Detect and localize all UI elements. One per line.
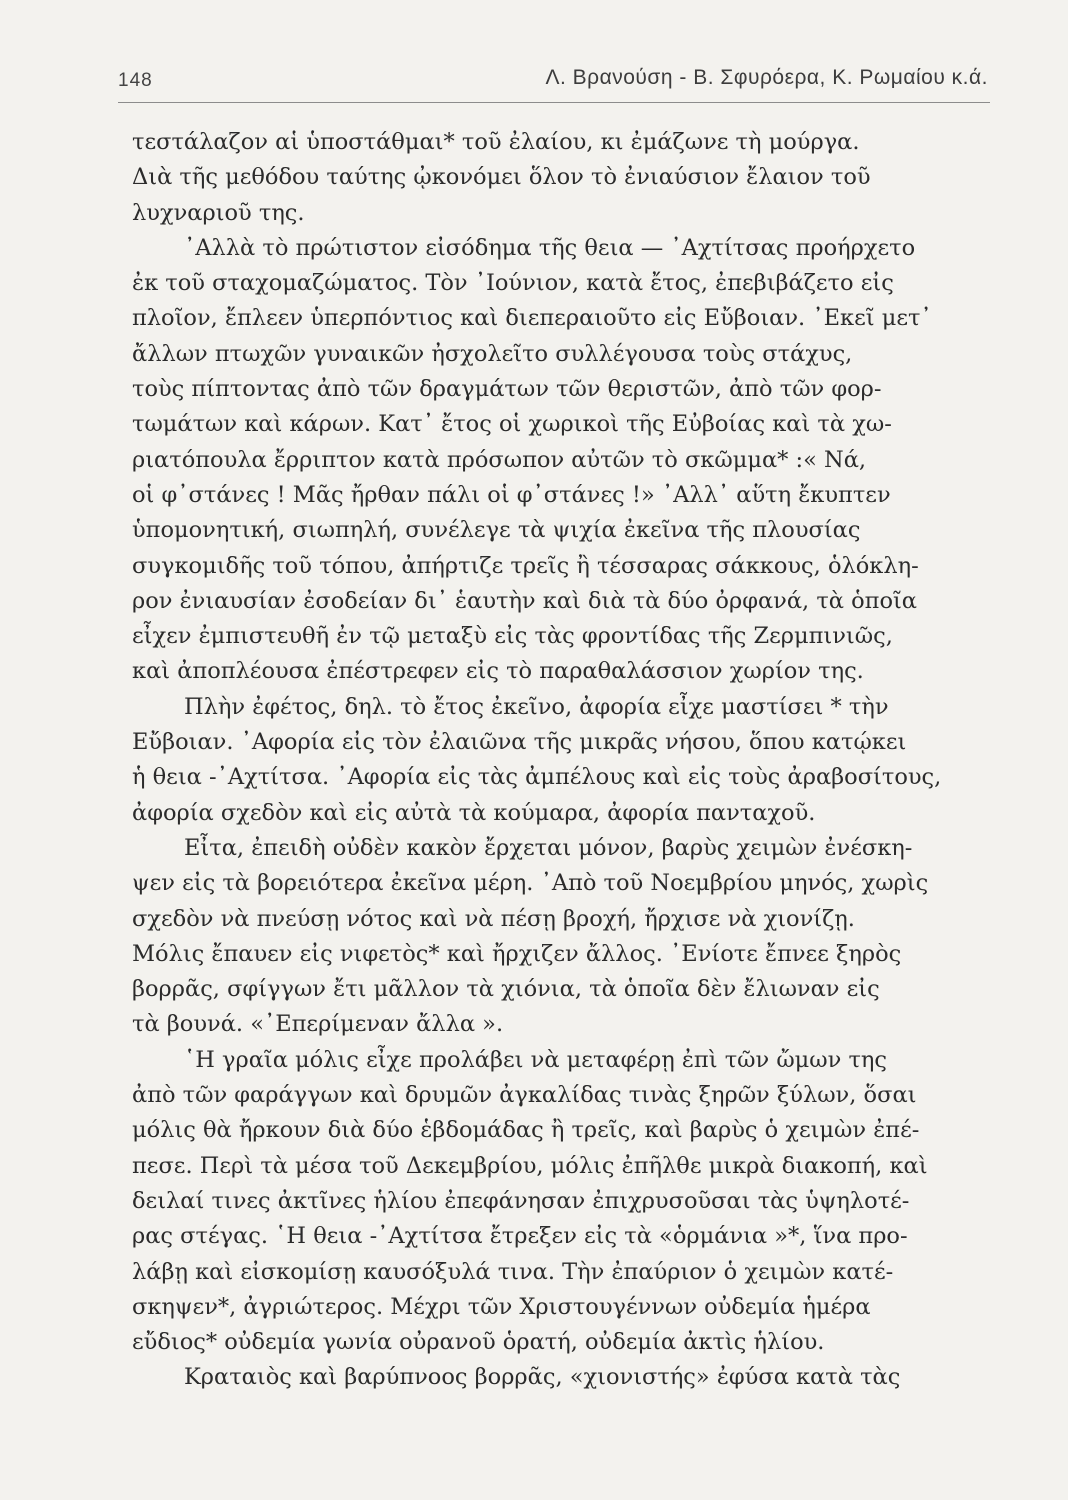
text-line: δειλαί τινες ἀκτῖνες ἡλίου ἐπεφάνησαν ἐπιχρυσοῦσαι τὰς ὑψηλοτέ- — [132, 1187, 910, 1214]
text-line: πλοῖον, ἔπλεεν ὑπερπόντιος καὶ διεπεραιοῦτο εἰς Εὔβοιαν. ᾿Εκεῖ μετ᾿ — [132, 305, 932, 332]
text-line: σχεδὸν νὰ πνεύσῃ νότος καὶ νὰ πέσῃ βροχή, ἤρχισε νὰ χιονίζῃ. — [132, 905, 855, 932]
text-line: συγκομιδῆς τοῦ τόπου, ἀπήρτιζε τρεῖς ἢ τέσσαρας σάκκους, ὁλόκλη- — [132, 552, 919, 579]
text-line: καὶ ἀποπλέουσα ἐπέστρεφεν εἰς τὸ παραθαλάσσιον χωρίον της. — [132, 658, 864, 685]
text-line: ἀφορία σχεδὸν καὶ εἰς αὐτὰ τὰ κούμαρα, ἀφορία πανταχοῦ. — [132, 799, 816, 826]
text-line: ἡ θεια -᾿Αχτίτσα. ᾿Αφορία εἰς τὰς ἀμπέλους καὶ εἰς τοὺς ἀραβοσίτους, — [132, 764, 942, 791]
text-line: ὑπομονητική, σιωπηλή, συνέλεγε τὰ ψιχία ἐκεῖνα τῆς πλουσίας — [132, 517, 861, 544]
text-line: βορρᾶς, σφίγγων ἔτι μᾶλλον τὰ χιόνια, τὰ ὁποῖα δὲν ἔλιωναν εἰς — [132, 976, 880, 1003]
text-line: ψεν εἰς τὰ βορειότερα ἐκεῖνα μέρη. ᾿Απὸ τοῦ Νοεμβρίου μηνός, χωρὶς — [132, 870, 929, 897]
text-line: πεσε. Περὶ τὰ μέσα τοῦ Δεκεμβρίου, μόλις ἐπῆλθε μικρὰ διακοπή, καὶ — [132, 1152, 928, 1179]
text-line: τεστάλαζον αἱ ὑποστάθμαι* τοῦ ἐλαίου, κι ἐμάζωνε τὴ μούργα. — [132, 129, 860, 155]
text-line: ρον ἐνιαυσίαν ἐσοδείαν δι᾿ ἑαυτὴν καὶ διὰ τὰ δύο ὀρφανά, τὰ ὁποῖα — [132, 587, 918, 614]
text-line: ἐκ τοῦ σταχομαζώματος. Τὸν ᾿Ιούνιον, κατὰ ἔτος, ἐπεβιβάζετο εἰς — [132, 270, 894, 297]
text-line: ᾿Αλλὰ τὸ πρώτιστον εἰσόδημα τῆς θεια — ᾿Αχτίτσας προήρχετο — [184, 234, 916, 261]
text-line: Κραταιὸς καὶ βαρύπνοος βορρᾶς, «χιονιστής» ἐφύσα κατὰ τὰς — [184, 1364, 901, 1391]
text-line: Εἶτα, ἐπειδὴ οὐδὲν κακὸν ἔρχεται μόνον, βαρὺς χειμὼν ἐνέσκη- — [184, 834, 913, 861]
page-header — [118, 62, 988, 102]
text-line: λάβῃ καὶ εἰσκομίσῃ καυσόξυλά τινα. Τὴν ἐπαύριον ὁ χειμὼν κατέ- — [132, 1258, 894, 1285]
text-line: Εὔβοιαν. ᾿Αφορία εἰς τὸν ἐλαιῶνα τῆς μικρᾶς νήσου, ὅπου κατῴκει — [132, 729, 907, 756]
header-rule — [118, 102, 990, 103]
body-text — [132, 125, 1012, 1396]
running-head: Λ. Βρανούση - Β. Σφυρόερα, Κ. Ρωμαίου κ.ά. — [545, 66, 988, 89]
text-line: Πλὴν ἐφέτος, δηλ. τὸ ἔτος ἐκεῖνο, ἀφορία εἶχε μαστίσει * τὴν — [184, 693, 889, 720]
text-line: Διὰ τῆς μεθόδου ταύτης ᾠκονόμει ὅλον τὸ ἐνιαύσιον ἔλαιον τοῦ — [132, 164, 871, 191]
text-line: λυχναριοῦ της. — [132, 199, 305, 226]
text-line: τωμάτων καὶ κάρων. Κατ᾿ ἔτος οἱ χωρικοὶ τῆς Εὐβοίας καὶ τὰ χω- — [132, 411, 892, 438]
text-line: ῾Η γραῖα μόλις εἶχε προλάβει νὰ μεταφέρῃ ἐπὶ τῶν ὤμων της — [184, 1046, 887, 1073]
page-number: 148 — [118, 70, 153, 91]
text-line: εἶχεν ἐμπιστευθῆ ἐν τῷ μεταξὺ εἰς τὰς φροντίδας τῆς Ζερμπινιῶς, — [132, 623, 893, 650]
text-line: ἄλλων πτωχῶν γυναικῶν ἠσχολεῖτο συλλέγουσα τοὺς στάχυς, — [132, 340, 853, 367]
text-line: ρας στέγας. ῾Η θεια -᾿Αχτίτσα ἔτρεξεν εἰς τὰ «ὁρμάνια »*, ἵνα προ- — [132, 1223, 908, 1250]
text-line: ἀπὸ τῶν φαράγγων καὶ δρυμῶν ἀγκαλίδας τινὰς ξηρῶν ξύλων, ὅσαι — [132, 1082, 917, 1109]
text-line: μόλις θὰ ἤρκουν διὰ δύο ἑβδομάδας ἢ τρεῖς, καὶ βαρὺς ὁ χειμὼν ἐπέ- — [132, 1117, 920, 1144]
text-line: τοὺς πίπτοντας ἀπὸ τῶν δραγμάτων τῶν θεριστῶν, ἀπὸ τῶν φορ- — [132, 376, 882, 403]
text-line: σκηψεν*, ἀγριώτερος. Μέχρι τῶν Χριστουγέννων οὐδεμία ἡμέρα — [132, 1293, 871, 1320]
text-line: οἱ φ᾿στάνες ! Μᾶς ἤρθαν πάλι οἱ φ᾿στάνες !» ᾿Αλλ᾿ αὕτη ἔκυπτεν — [132, 481, 891, 508]
text-line: Μόλις ἔπαυεν εἰς νιφετὸς* καὶ ἤρχιζεν ἄλλος. ᾿Ενίοτε ἔπνεε ξηρὸς — [132, 940, 902, 967]
text-line: εὔδιος* οὐδεμία γωνία οὐρανοῦ ὁρατή, οὐδεμία ἀκτὶς ἡλίου. — [132, 1329, 825, 1356]
text-line: ριατόπουλα ἔρριπτον κατὰ πρόσωπον αὐτῶν τὸ σκῶμμα* :« Νά, — [132, 446, 867, 473]
text-line: τὰ βουνά. «᾿Επερίμεναν ἄλλα ». — [132, 1011, 504, 1038]
